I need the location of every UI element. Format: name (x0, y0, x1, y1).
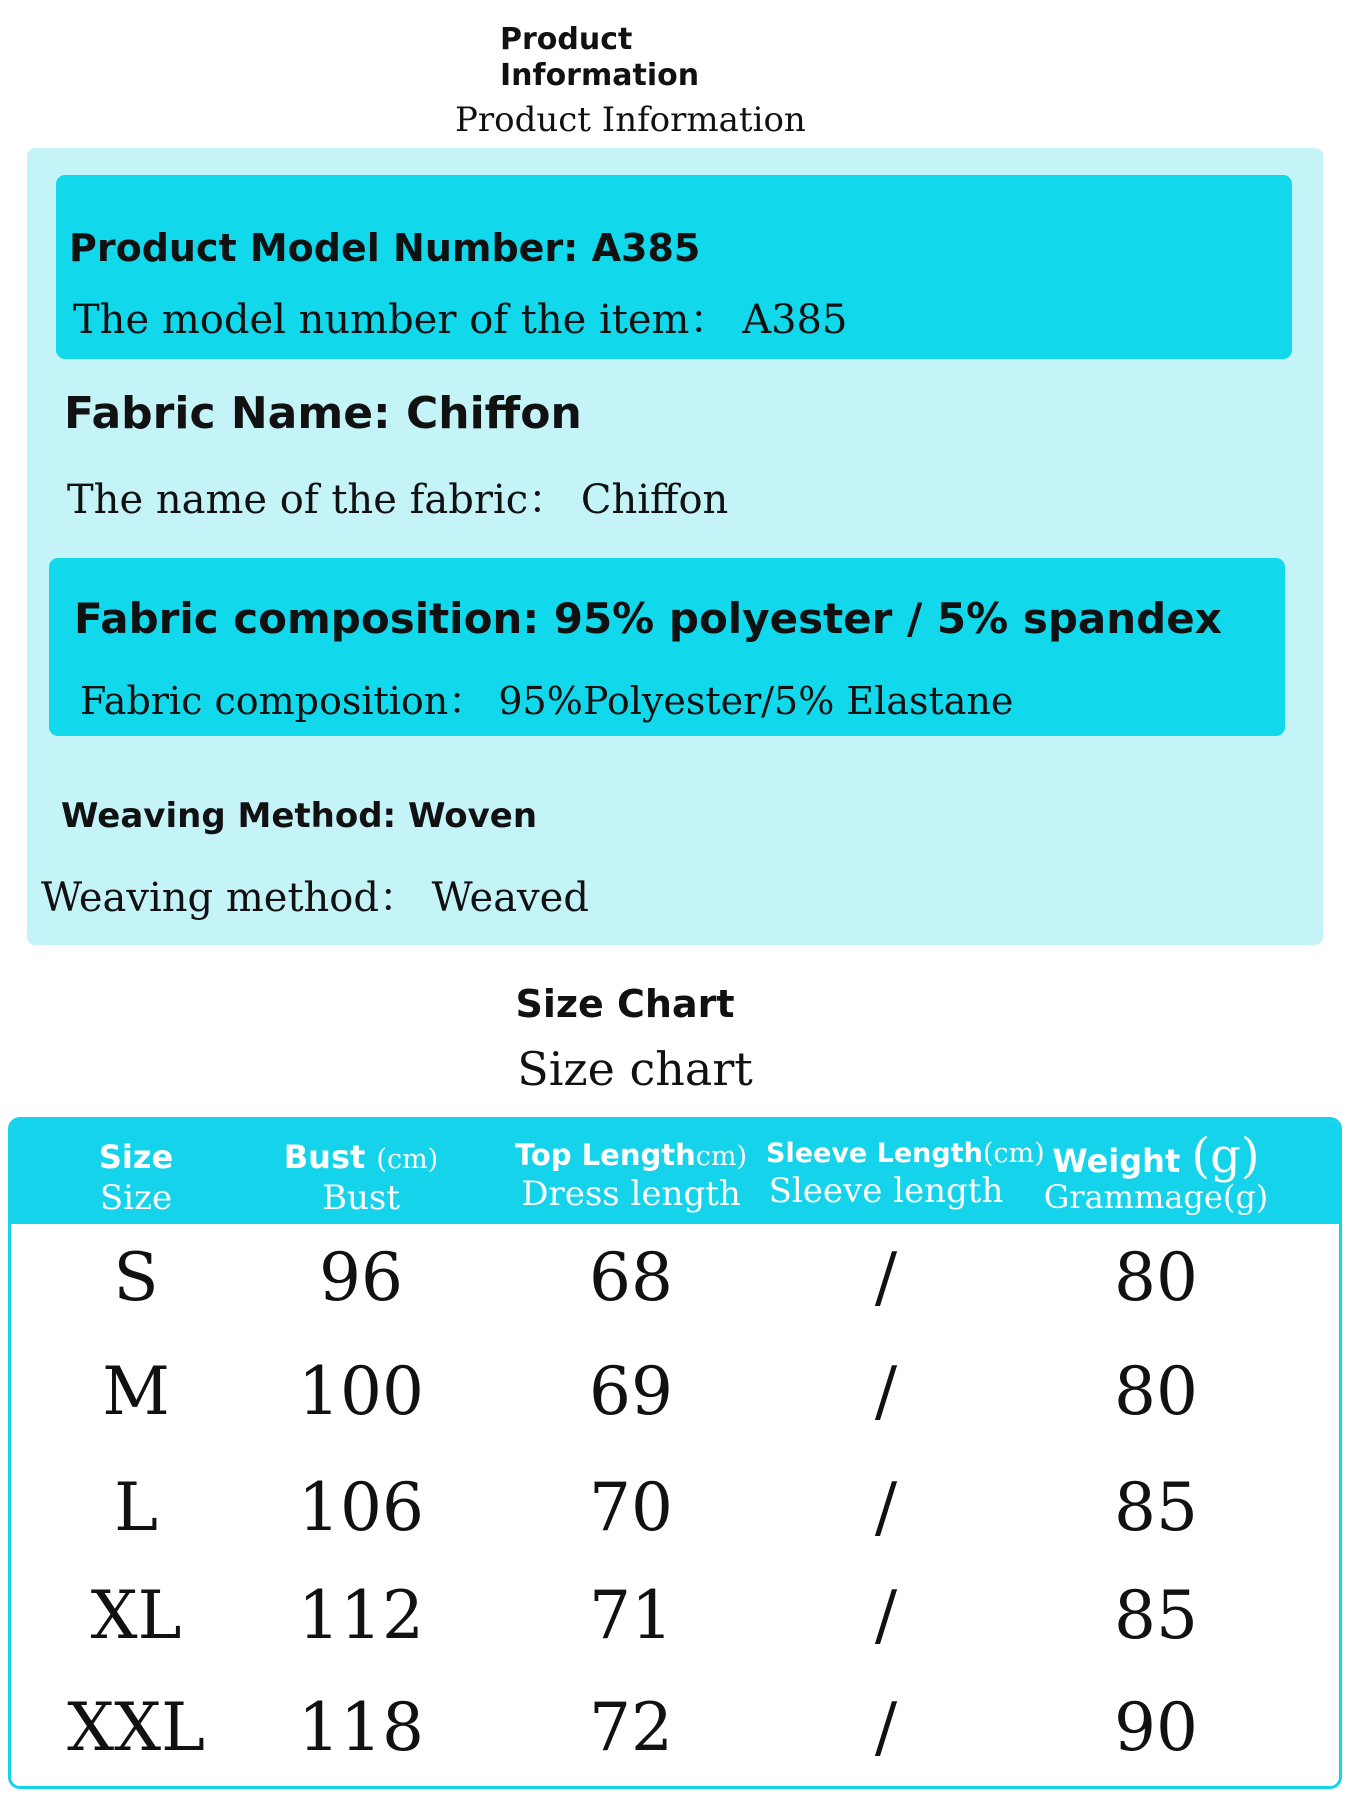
header-size-en: Size (98, 1138, 174, 1176)
header-weight-cn: Grammage(g) (1043, 1178, 1269, 1216)
fabric-name-desc: The name of the fabric： Chiffon (67, 477, 729, 523)
cell-size: XL (90, 1577, 182, 1654)
cell-size: L (114, 1469, 158, 1546)
header-top-length-cn: Dress length (521, 1174, 741, 1214)
cell-size: S (113, 1239, 159, 1316)
cell-size: XXL (67, 1689, 205, 1766)
header-sleeve-length (766, 1120, 1045, 1224)
size-chart-subtitle: Size chart (517, 1042, 753, 1096)
cell-bust: 112 (298, 1577, 424, 1654)
weaving-method-heading: Weaving Method: Woven (61, 796, 538, 836)
cell-sleeve-length: / (874, 1239, 898, 1316)
header-sleeve-length-cn: Sleeve length (768, 1171, 1004, 1211)
product-info-title: Product Information (500, 22, 700, 93)
size-chart-title: Size Chart (515, 982, 735, 1026)
weaving-method-desc: Weaving method： Weaved (41, 875, 589, 921)
header-size (31, 1120, 241, 1224)
header-size-cn: Size (99, 1178, 173, 1218)
table-row (11, 1674, 1339, 1782)
header-bust-cn: Bust (322, 1178, 400, 1218)
cell-bust: 106 (298, 1469, 424, 1546)
cell-top-length: 68 (589, 1239, 673, 1316)
header-bust-en: Bust (283, 1138, 366, 1176)
table-header (11, 1120, 1339, 1224)
cell-sleeve-length: / (874, 1577, 898, 1654)
header-weight-unit: (g) (1191, 1128, 1260, 1184)
cell-bust: 118 (298, 1689, 424, 1766)
fabric-composition-heading: Fabric composition: 95% polyester / 5% spandex (74, 594, 1222, 643)
size-chart-table (8, 1117, 1342, 1789)
cell-sleeve-length: / (874, 1353, 898, 1430)
cell-weight: 80 (1114, 1353, 1198, 1430)
cell-weight: 85 (1114, 1469, 1198, 1546)
header-top-length (511, 1120, 751, 1224)
header-weight-en: Weight (1052, 1142, 1181, 1180)
table-row (11, 1224, 1339, 1332)
header-bust (251, 1120, 471, 1224)
product-info-panel (27, 148, 1323, 945)
header-weight (1026, 1120, 1286, 1224)
table-row (11, 1454, 1339, 1562)
cell-size: M (102, 1353, 170, 1430)
cell-top-length: 71 (589, 1577, 673, 1654)
cell-weight: 80 (1114, 1239, 1198, 1316)
cell-top-length: 72 (589, 1689, 673, 1766)
table-row (11, 1562, 1339, 1670)
cell-bust: 96 (319, 1239, 403, 1316)
cell-sleeve-length: / (874, 1689, 898, 1766)
cell-top-length: 69 (589, 1353, 673, 1430)
header-sleeve-length-en: Sleeve Length (766, 1138, 983, 1169)
model-number-heading: Product Model Number: A385 (69, 226, 701, 270)
cell-sleeve-length: / (874, 1469, 898, 1546)
fabric-name-heading: Fabric Name: Chiffon (64, 388, 582, 439)
header-top-length-en: Top Length (514, 1138, 696, 1172)
cell-weight: 90 (1114, 1689, 1198, 1766)
header-sleeve-length-unit: (cm) (982, 1138, 1045, 1169)
table-row (11, 1338, 1339, 1446)
header-bust-unit: (cm) (376, 1144, 439, 1175)
cell-bust: 100 (298, 1353, 424, 1430)
cell-top-length: 70 (589, 1469, 673, 1546)
model-number-desc: The model number of the item： A385 (73, 297, 848, 343)
cell-weight: 85 (1114, 1577, 1198, 1654)
header-top-length-unit: cm) (695, 1141, 748, 1172)
product-info-subtitle: Product Information (455, 100, 806, 140)
fabric-composition-desc: Fabric composition： 95%Polyester/5% Elastane (80, 679, 1014, 723)
